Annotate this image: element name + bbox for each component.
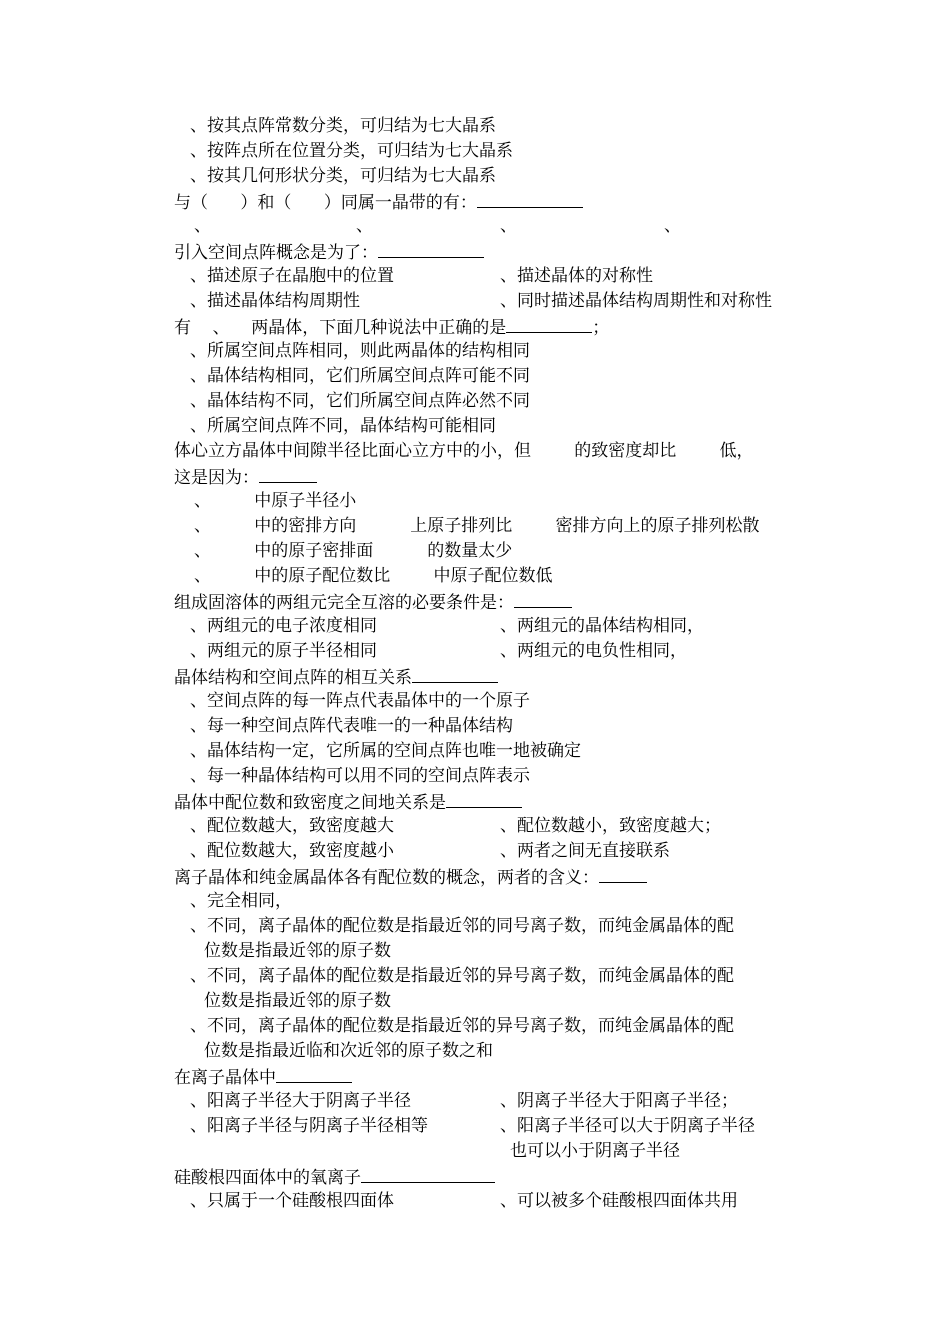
q2-option-a: 、描述原子在晶胞中的位置 xyxy=(190,266,394,286)
q4-option-d: 、 中的原子配位数比 中原子配位数低 xyxy=(194,566,553,586)
q4-stem-line2 xyxy=(174,466,317,486)
q8-option-b-line1: 、不同，离子晶体的配位数是指最近邻的同号离子数，而纯金属晶体的配 xyxy=(190,916,734,936)
q7-option-d: 、两者之间无直接联系 xyxy=(500,841,670,861)
q9-option-d-line2: 也可以小于阴离子半径 xyxy=(510,1141,680,1161)
q10-answer-blank[interactable] xyxy=(361,1166,495,1183)
q5-option-d: 、两组元的电负性相同， xyxy=(500,641,687,661)
q3-stem xyxy=(174,316,609,336)
q8-option-a: 、完全相同， xyxy=(190,891,292,911)
q10-option-b: 、可以被多个硅酸根四面体共用 xyxy=(500,1191,738,1211)
q3-option-c: 、晶体结构不同，它们所属空间点阵必然不同 xyxy=(190,391,530,411)
q2-answer-blank[interactable] xyxy=(378,241,484,258)
q7-option-c: 、配位数越大，致密度越小 xyxy=(190,841,394,861)
q4-stem-text: 这是因为： xyxy=(174,468,259,488)
q9-option-b: 、阴离子半径大于阳离子半径； xyxy=(500,1091,738,1111)
q8-stem-text: 离子晶体和纯金属晶体各有配位数的概念，两者的含义： xyxy=(174,868,599,888)
q7-option-b: 、配位数越小，致密度越大； xyxy=(500,816,721,836)
q1-option-b: 、 xyxy=(356,216,373,236)
q0-option-c: 、按其几何形状分类，可归结为七大晶系 xyxy=(190,166,496,186)
q1-stem xyxy=(174,191,583,211)
q5-option-c: 、两组元的原子半径相同 xyxy=(190,641,377,661)
q1-answer-blank[interactable] xyxy=(477,191,583,208)
q2-stem xyxy=(174,241,484,261)
q9-stem xyxy=(174,1066,352,1086)
q9-option-d-line1: 、阳离子半径可以大于阴离子半径 xyxy=(500,1116,755,1136)
q4-option-a: 、 中原子半径小 xyxy=(194,491,357,511)
q2-option-d: 、同时描述晶体结构周期性和对称性 xyxy=(500,291,772,311)
q0-option-a: 、按其点阵常数分类，可归结为七大晶系 xyxy=(190,116,496,136)
q7-option-a: 、配位数越大，致密度越大 xyxy=(190,816,394,836)
q10-option-a: 、只属于一个硅酸根四面体 xyxy=(190,1191,394,1211)
q10-stem xyxy=(174,1166,495,1186)
q0-option-b: 、按阵点所在位置分类，可归结为七大晶系 xyxy=(190,141,513,161)
q6-answer-blank[interactable] xyxy=(412,666,498,683)
q6-stem-text: 晶体结构和空间点阵的相互关系 xyxy=(174,668,412,688)
q1-option-a: 、 xyxy=(194,216,211,236)
q1-stem-text: 与（ ）和（ ）同属一晶带的有： xyxy=(174,193,477,213)
q8-option-c-line2: 位数是指最近邻的原子数 xyxy=(204,991,391,1011)
q4-option-c: 、 中的原子密排面 的数量太少 xyxy=(194,541,513,561)
q1-option-d: 、 xyxy=(664,216,681,236)
q5-stem xyxy=(174,591,572,611)
q6-option-a: 、空间点阵的每一阵点代表晶体中的一个原子 xyxy=(190,691,530,711)
q7-stem xyxy=(174,791,522,811)
q2-stem-text: 引入空间点阵概念是为了： xyxy=(174,243,378,263)
q4-answer-blank[interactable] xyxy=(259,466,317,483)
q8-answer-blank[interactable] xyxy=(599,866,647,883)
q3-answer-blank[interactable] xyxy=(506,316,592,333)
q8-option-c-line1: 、不同，离子晶体的配位数是指最近邻的异号离子数，而纯金属晶体的配 xyxy=(190,966,734,986)
q8-option-d-line1: 、不同，离子晶体的配位数是指最近邻的异号离子数，而纯金属晶体的配 xyxy=(190,1016,734,1036)
q8-stem xyxy=(174,866,647,886)
q3-option-d: 、所属空间点阵不同，晶体结构可能相同 xyxy=(190,416,496,436)
q6-option-c: 、晶体结构一定，它所属的空间点阵也唯一地被确定 xyxy=(190,741,581,761)
q9-stem-text: 在离子晶体中 xyxy=(174,1068,276,1088)
q5-option-a: 、两组元的电子浓度相同 xyxy=(190,616,377,636)
q3-option-a: 、所属空间点阵相同，则此两晶体的结构相同 xyxy=(190,341,530,361)
q7-stem-text: 晶体中配位数和致密度之间地关系是 xyxy=(174,793,446,813)
q7-answer-blank[interactable] xyxy=(446,791,522,808)
q1-option-c: 、 xyxy=(500,216,517,236)
q2-option-c: 、描述晶体结构周期性 xyxy=(190,291,360,311)
q4-option-b: 、 中的密排方向 上原子排列比 密排方向上的原子排列松散 xyxy=(194,516,760,536)
q5-option-b: 、两组元的晶体结构相同， xyxy=(500,616,704,636)
q6-option-d: 、每一种晶体结构可以用不同的空间点阵表示 xyxy=(190,766,530,786)
q4-stem-line1: 体心立方晶体中间隙半径比面心立方中的小，但 的致密度却比 低， xyxy=(174,441,754,461)
q2-option-b: 、描述晶体的对称性 xyxy=(500,266,653,286)
q9-answer-blank[interactable] xyxy=(276,1066,352,1083)
q6-option-b: 、每一种空间点阵代表唯一的一种晶体结构 xyxy=(190,716,513,736)
q3-stem-text: 有 、 两晶体，下面几种说法中正确的是 xyxy=(174,318,507,338)
q9-option-c: 、阳离子半径与阴离子半径相等 xyxy=(190,1116,428,1136)
q8-option-d-line2: 位数是指最近临和次近邻的原子数之和 xyxy=(204,1041,493,1061)
q3-stem-tail: ； xyxy=(592,318,610,338)
q6-stem xyxy=(174,666,498,686)
q10-stem-text: 硅酸根四面体中的氧离子 xyxy=(174,1168,361,1188)
q3-option-b: 、晶体结构相同，它们所属空间点阵可能不同 xyxy=(190,366,530,386)
q5-stem-text: 组成固溶体的两组元完全互溶的必要条件是： xyxy=(174,593,514,613)
q9-option-a: 、阳离子半径大于阴离子半径 xyxy=(190,1091,411,1111)
q8-option-b-line2: 位数是指最近邻的原子数 xyxy=(204,941,391,961)
q5-answer-blank[interactable] xyxy=(514,591,572,608)
